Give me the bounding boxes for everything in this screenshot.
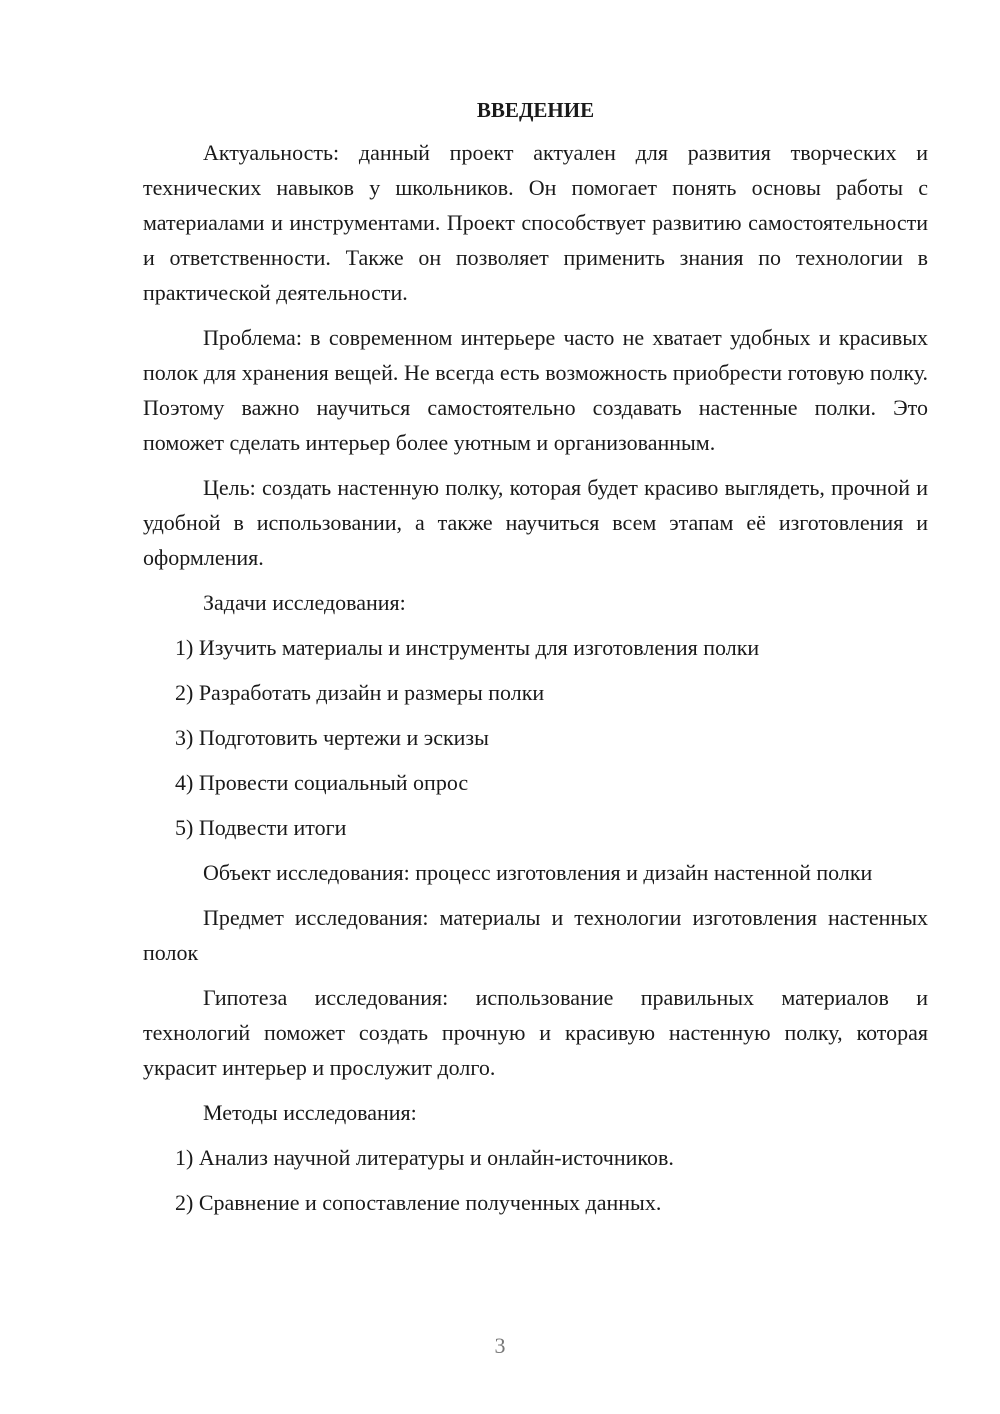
page-content	[143, 95, 928, 1230]
goal-paragraph: Цель: создать настенную полку, которая будет красиво выглядеть, прочной и удобной в использовании, а также научиться всем этапам её изготовления и оформления.	[143, 475, 928, 570]
task-item-5: 5) Подвести итоги	[175, 815, 347, 840]
tasks-heading: Задачи исследования:	[203, 590, 406, 615]
object-paragraph: Объект исследования: процесс изготовления и дизайн настенной полки	[203, 860, 873, 885]
task-item-4: 4) Провести социальный опрос	[175, 770, 469, 795]
relevance-paragraph: Актуальность: данный проект актуален для развития творческих и технических навыков у школьников. Он помогает понять основы работы с материалами и инструментами. Проект способствует развитию самостоятельности и ответственности. Также он позволяет применить знания по технологии в практической деятельности.	[143, 140, 928, 305]
problem-paragraph: Проблема: в современном интерьере часто не хватает удобных и красивых полок для хранения вещей. Не всегда есть возможность приобрести готовую полку. Поэтому важно научиться самостоятельно создавать настенные полки. Это поможет сделать интерьер более уютным и организованным.	[143, 325, 928, 455]
task-item-3: 3) Подготовить чертежи и эскизы	[175, 725, 489, 750]
method-item-1: 1) Анализ научной литературы и онлайн-источников.	[175, 1145, 674, 1170]
page-number: 3	[494, 1333, 506, 1358]
task-item-1: 1) Изучить материалы и инструменты для изготовления полки	[175, 635, 760, 660]
hypothesis-paragraph: Гипотеза исследования: использование правильных материалов и технологий поможет создать прочную и красивую настенную полку, которая украсит интерьер и прослужит долго.	[143, 985, 928, 1080]
section-title: ВВЕДЕНИЕ	[476, 98, 595, 122]
subject-paragraph: Предмет исследования: материалы и технологии изготовления настенных полок	[143, 905, 928, 965]
methods-heading: Методы исследования:	[203, 1100, 417, 1125]
method-item-2: 2) Сравнение и сопоставление полученных данных.	[175, 1190, 662, 1215]
task-item-2: 2) Разработать дизайн и размеры полки	[175, 680, 545, 705]
